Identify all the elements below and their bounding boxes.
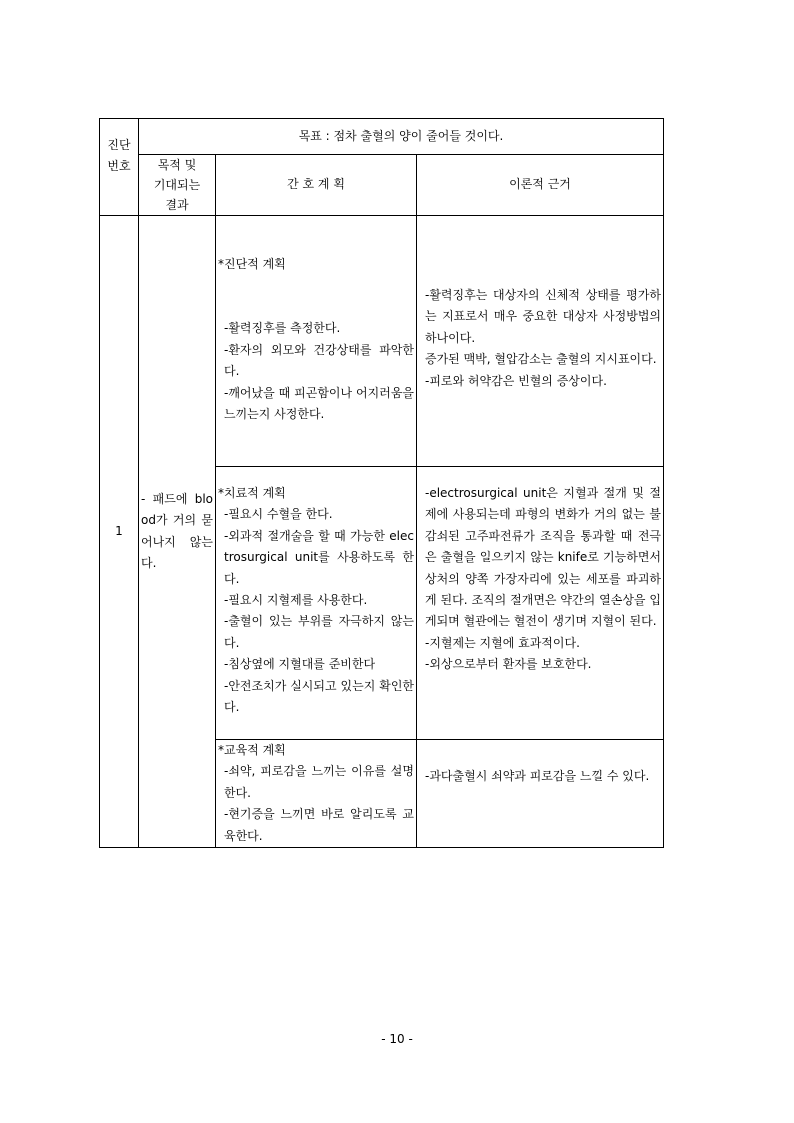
rationale-item: 증가된 맥박, 혈압감소는 출혈의 지시표이다.: [425, 352, 657, 367]
rationale-item: -electrosurgical unit은 지혈과 절개 및 절제에 사용되는데 파형의 변화가 거의 없는 불감쇠된 고주파전류가 조직을 통과할 때 전극은 출혈을 일으키지 않는 knife로 기능하면서 상처의 양쪽 가장자리에 있는 세포를 파괴하게 된다. 조직의 절개면은 약간의 열손상을 입게되며 혈관에는 혈전이 생기며 지혈이 된다.: [425, 486, 662, 629]
diagnostic-rationale-cell: [417, 216, 664, 467]
plan-item: -출혈이 있는 부위를 자극하지 않는다.: [224, 614, 414, 650]
rationale-item: -과다출혈시 쇠약과 피로감을 느낄 수 있다.: [425, 769, 650, 783]
plan-item: -외과적 절개술을 할 때 가능한 electrosurgical unit를 사용하도록 한다.: [224, 528, 414, 586]
row-number: 1: [100, 216, 139, 848]
care-plan-table: [99, 118, 664, 848]
plan-item: -필요시 지혈제를 사용한다.: [224, 593, 368, 608]
rationale-item: -외상으로부터 환자를 보호한다.: [425, 657, 592, 672]
header-outcome: [139, 155, 216, 216]
plan-item: -필요시 수혈을 한다.: [224, 507, 333, 522]
educational-rationale-cell: [417, 740, 664, 848]
header-plan: 간 호 계 획: [216, 155, 417, 216]
therapeutic-plan-cell: [216, 467, 417, 740]
therapeutic-rationale-cell: [417, 467, 664, 740]
plan-item: -쇠약, 피로감을 느끼는 이유를 설명한다.: [224, 764, 414, 800]
rationale-item: -활력징후는 대상자의 신체적 상태를 평가하는 지표로서 매우 중요한 대상자 사정방법의 하나이다.: [425, 288, 662, 345]
header-diagnosis-no-text: 진단 번호: [107, 138, 131, 174]
therapeutic-plan-title: *치료적 계획: [218, 486, 286, 500]
header-goal: 목표 : 점차 출혈의 양이 줄어들 것이다.: [139, 119, 664, 155]
row-outcome: - 패드에 blood가 거의 묻어나지 않는다.: [139, 216, 216, 848]
plan-item: -활력징후를 측정한다.: [224, 321, 341, 336]
header-outcome-text: 목적 및 기대되는 결과: [153, 158, 201, 212]
educational-plan-cell: [216, 740, 417, 848]
plan-item: -환자의 외모와 건강상태를 파악한다.: [224, 342, 414, 379]
diagnostic-plan-cell: [216, 216, 417, 467]
plan-item: -안전조치가 실시되고 있는지 확인한다.: [224, 678, 414, 715]
rationale-item: -피로와 허약감은 빈혈의 증상이다.: [425, 373, 607, 388]
page-number: - 10 -: [381, 1032, 413, 1046]
educational-plan-title: *교육적 계획: [218, 743, 286, 757]
plan-item: -깨어났을 때 피곤함이나 어지러움을 느끼는지 사정한다.: [224, 385, 414, 422]
header-diagnosis-no: [100, 119, 139, 216]
plan-item: -침상옆에 지혈대를 준비한다: [224, 657, 376, 672]
rationale-item: -지혈제는 지혈에 효과적이다.: [425, 635, 580, 650]
header-rationale: 이론적 근거: [417, 155, 664, 216]
plan-item: -현기증을 느끼면 바로 알리도록 교육한다.: [224, 807, 414, 843]
diagnostic-plan-title: *진단적 계획: [218, 257, 286, 271]
